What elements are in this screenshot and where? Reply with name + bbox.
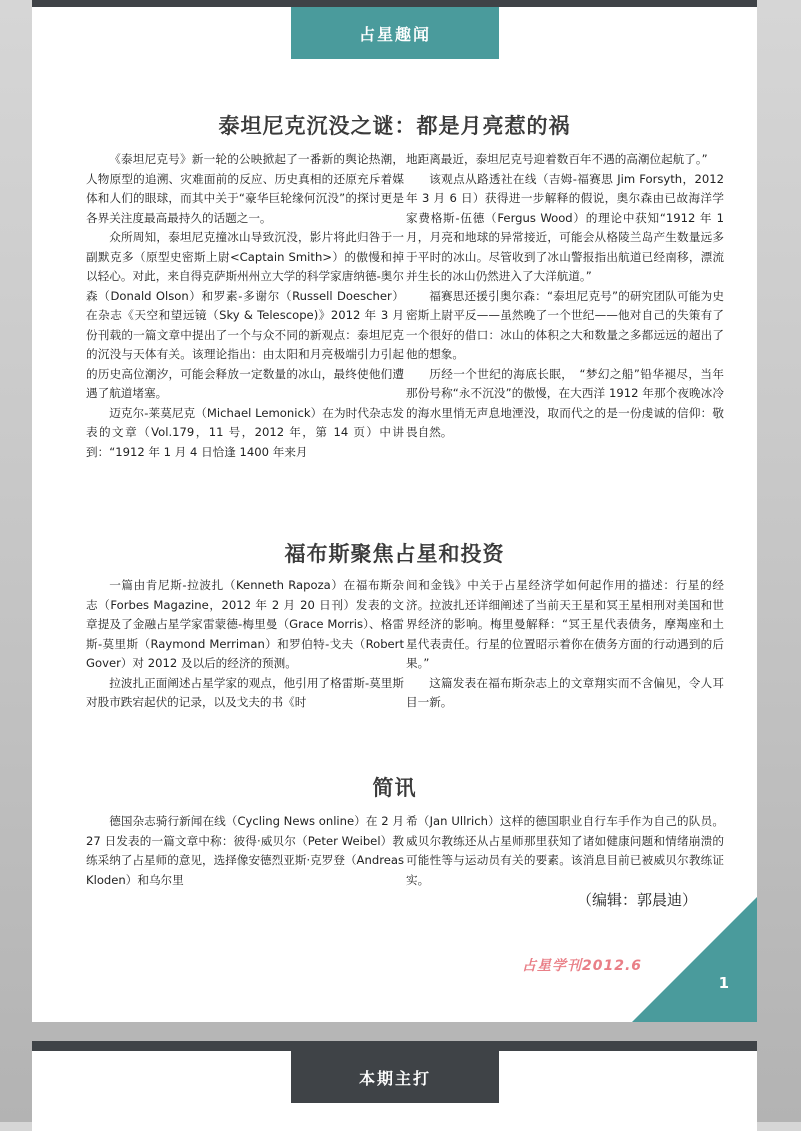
article-column-right [406, 150, 724, 443]
editor-credit: （编辑：郭晨迪） [576, 891, 697, 909]
paragraph: 一篇由肯尼斯-拉波扎（Kenneth Rapoza）在福布斯杂志（Forbes Magazine，2012 年 2 月 20 日刊）发表的文章提及了金融占星学家雷蒙德-梅里曼（Grace Morris）、格雷斯-莫里斯（Raymond Merriman）和罗伯特-戈夫（Robert Gover）对 2012 及以后的经济的预测。 [86, 578, 404, 670]
section-tab: 本期主打 [291, 1051, 499, 1103]
page-two [32, 1041, 757, 1131]
paragraph: 地距离最近，泰坦尼克号迎着数百年不遇的高潮位起航了。” [406, 152, 708, 166]
top-bar [32, 0, 757, 7]
article-title: 泰坦尼克沉没之谜：都是月亮惹的祸 [218, 114, 571, 138]
top-bar [32, 1041, 757, 1051]
magazine-label: 占星学刊2012.6 [522, 958, 643, 974]
paragraph: 拉波扎正面阐述占星学家的观点，他引用了格雷斯-莫里斯对股市跌宕起伏的记录，以及戈夫的书《时 [86, 675, 404, 709]
section-tab: 占星趣闻 [291, 7, 499, 59]
paragraph: 间和金钱》中关于占星经济学如何起作用的描述：行星的经济。拉波扎还详细阐述了当前天王星和冥王星相刑对美国和世界经济的影响。梅里曼解释：“冥王星代表债务，摩羯座和土星代表责任。行星的位置昭示着你在债务方面的行动遇到的后果。” [406, 578, 724, 670]
paragraph: 希（Jan Ullrich）这样的德国职业自行车手作为自己的队员。威贝尔教练还从占星师那里获知了诸如健康问题和情绪崩溃的可能性等与运动员有关的要素。该消息目前已被威贝尔教练证实。 [406, 814, 724, 887]
page-one [32, 0, 757, 1022]
article-column-left [86, 812, 404, 890]
article-title: 福布斯聚焦占星和投资 [284, 542, 505, 566]
paragraph: 《泰坦尼克号》新一轮的公映掀起了一番新的舆论热潮，人物原型的追溯、灾难面前的反应、历史真相的还原充斥着媒体和人们的眼球，而其中关于“豪华巨轮缘何沉没”的探讨更是各界关注度最高最持久的话题之一。 [86, 152, 404, 225]
article-title: 简讯 [372, 776, 417, 800]
article-column-right [406, 576, 724, 713]
paragraph: 众所周知，泰坦尼克撞冰山导致沉没，影片将此归咎于一副默克多（原型史密斯上尉<Captain Smith>）的傲慢和掉以轻心。对此，来自得克萨斯州州立大学的科学家唐纳德-奥尔森（Donald Olson）和罗素-多谢尔（Russell Doescher）在杂志《天空和望远镜（Sky & Telescope)》2012 年 3 月份刊载的一篇文章中提出了一个与众不同的新观点：泰坦尼克的沉没与天体有关。该理论指出：由太阳和月亮极端引力引起的历史高位潮汐，可能会释放一定数量的冰山，最终使他们遭遇了航道堵塞。 [86, 230, 404, 400]
page-number: 1 [718, 974, 729, 992]
paragraph: 德国杂志骑行新闻在线（Cycling News online）在 2 月 27 日发表的一篇文章中称：彼得·威贝尔（Peter Weibel）教练采纳了占星师的意见，选择像安德烈亚斯·克罗登（Andreas Kloden）和乌尔里 [86, 814, 404, 887]
paragraph: 迈克尔-莱莫尼克（Michael Lemonick）在为时代杂志发表的文章（Vol.179，11 号，2012 年，第 14 页）中讲到：“1912 年 1 月 4 日恰逢 1400 年来月 [86, 405, 404, 459]
corner-triangle [632, 897, 757, 1022]
paragraph: 福赛思还援引奥尔森：“泰坦尼克号”的研究团队可能为史密斯上尉平反——虽然晚了一个世纪——他对自己的失策有了一个很好的借口：冰山的体积之大和数量之多都远远的超出了他的想象。 [406, 288, 724, 361]
paragraph: 历经一个世纪的海底长眠， “梦幻之船”铅华褪尽，当年那份号称“永不沉没”的傲慢，在大西洋 1912 年那个夜晚冰冷的海水里悄无声息地湮没，取而代之的是一份虔诚的信仰：敬畏自然。 [406, 366, 724, 439]
article-column-left [86, 576, 404, 713]
article-column-left [86, 150, 404, 462]
article-column-right [406, 812, 724, 890]
paragraph: 这篇发表在福布斯杂志上的文章翔实而不含偏见，令人耳目一新。 [406, 675, 724, 709]
paragraph: 该观点从路透社在线（吉姆-福赛思 Jim Forsyth，2012 年 3 月 6 日）获得进一步解释的假说，奥尔森由已故海洋学家费格斯-伍德（Fergus Wood）的理论中获知“1912 年 1 月，月亮和地球的异常接近，可能会从格陵兰岛产生数量远多于平时的冰山。尽管收到了冰山警报指出航道已经南移，漂流并生长的冰山仍然进入了大洋航道。” [406, 171, 724, 283]
